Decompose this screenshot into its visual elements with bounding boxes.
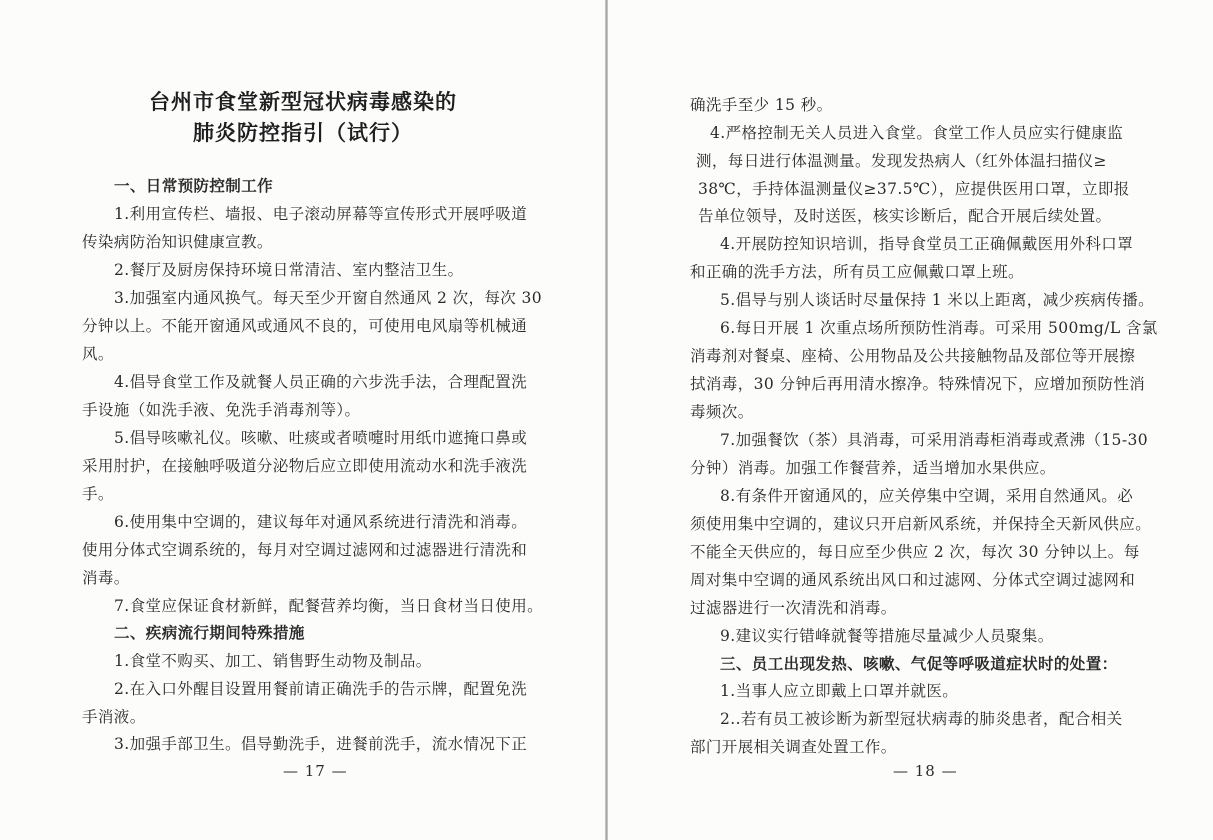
paragraph-line: 手消液。 bbox=[82, 708, 146, 726]
page-number-left: — 17 — bbox=[283, 762, 348, 780]
paragraph-line: 告单位领导，及时送医，核实诊断后，配合开展后续处置。 bbox=[698, 207, 1112, 225]
paragraph-line: 毒频次。 bbox=[690, 403, 754, 421]
paragraph-line: 分钟）消毒。加强工作餐营养，适当增加水果供应。 bbox=[690, 459, 1056, 477]
paragraph-line: 手设施（如洗手液、免洗手消毒剂等）。 bbox=[82, 401, 361, 419]
paragraph-line: 采用肘护，在接触呼吸道分泌物后应立即使用流动水和洗手液洗 bbox=[82, 457, 528, 475]
paragraph-line: 使用分体式空调系统的，每月对空调过滤网和过滤器进行清洗和 bbox=[82, 541, 528, 559]
paragraph-line: 7.加强餐饮（茶）具消毒，可采用消毒柜消毒或煮沸（15-30 bbox=[720, 431, 1148, 449]
document-title-line2: 肺炎防控指引（试行） bbox=[193, 120, 413, 145]
left-page bbox=[0, 0, 606, 840]
paragraph-line: 8.有条件开窗通风的，应关停集中空调，采用自然通风。必 bbox=[720, 487, 1134, 505]
paragraph-line: 4.开展防控知识培训，指导食堂员工正确佩戴医用外科口罩 bbox=[720, 235, 1134, 253]
paragraph-line: 1.当事人应立即戴上口罩并就医。 bbox=[720, 682, 959, 700]
paragraph-line: 3.加强室内通风换气。每天至少开窗自然通风 2 次，每次 30 bbox=[114, 289, 543, 307]
paragraph-line: 和正确的洗手方法，所有员工应佩戴口罩上班。 bbox=[690, 263, 1024, 281]
paragraph-line: 9.建议实行错峰就餐等措施尽量减少人员聚集。 bbox=[720, 627, 1054, 645]
paragraph-line: 拭消毒，30 分钟后再用清水擦净。特殊情况下，应增加预防性消 bbox=[690, 375, 1146, 393]
paragraph-line: 6.每日开展 1 次重点场所预防性消毒。可采用 500mg/L 含氯 bbox=[720, 319, 1158, 337]
paragraph-line: 38℃，手持体温测量仪≥37.5℃），应提供医用口罩，立即报 bbox=[698, 180, 1130, 198]
paragraph-line: 传染病防治知识健康宣教。 bbox=[82, 233, 273, 251]
document-title-line1: 台州市食堂新型冠状病毒感染的 bbox=[149, 89, 457, 114]
paragraph-line: 2.在入口外醒目设置用餐前请正确洗手的告示牌，配置免洗 bbox=[114, 680, 528, 698]
paragraph-line: 6.使用集中空调的，建议每年对通风系统进行清洗和消毒。 bbox=[114, 513, 528, 531]
paragraph-line: 2..若有员工被诊断为新型冠状病毒的肺炎患者，配合相关 bbox=[720, 710, 1123, 728]
right-page bbox=[608, 0, 1213, 840]
paragraph-line: 7.食堂应保证食材新鲜，配餐营养均衡，当日食材当日使用。 bbox=[114, 597, 543, 615]
section-heading-3: 三、员工出现发热、咳嗽、气促等呼吸道症状时的处置： bbox=[720, 655, 1118, 673]
paragraph-line: 1.利用宣传栏、墙报、电子滚动屏幕等宣传形式开展呼吸道 bbox=[114, 205, 528, 223]
section-heading-2: 二、疾病流行期间特殊措施 bbox=[114, 624, 305, 642]
paragraph-line: 周对集中空调的通风系统出风口和过滤网、分体式空调过滤网和 bbox=[690, 571, 1136, 589]
section-heading-1: 一、日常预防控制工作 bbox=[114, 177, 274, 195]
paragraph-line: 3.加强手部卫生。倡导勤洗手，进餐前洗手，流水情况下正 bbox=[114, 735, 528, 753]
paragraph-line: 风。 bbox=[82, 345, 114, 363]
paragraph-line: 5.倡导与别人谈话时尽量保持 1 米以上距离，减少疾病传播。 bbox=[720, 291, 1155, 309]
paragraph-line: 1.食堂不购买、加工、销售野生动物及制品。 bbox=[114, 652, 432, 670]
page-number-right: — 18 — bbox=[893, 762, 958, 780]
paragraph-line: 分钟以上。不能开窗通风或通风不良的，可使用电风扇等机械通 bbox=[82, 317, 528, 335]
paragraph-line: 须使用集中空调的，建议只开启新风系统，并保持全天新风供应。 bbox=[690, 515, 1152, 533]
paragraph-line: 手。 bbox=[82, 485, 114, 503]
paragraph-line: 消毒剂对餐桌、座椅、公用物品及公共接触物品及部位等开展擦 bbox=[690, 347, 1136, 365]
paragraph-line: 部门开展相关调查处置工作。 bbox=[690, 738, 897, 756]
paragraph-line: 过滤器进行一次清洗和消毒。 bbox=[690, 599, 897, 617]
paragraph-line: 4.严格控制无关人员进入食堂。食堂工作人员应实行健康监 bbox=[710, 124, 1124, 142]
paragraph-line: 消毒。 bbox=[82, 569, 130, 587]
paragraph-line: 2.餐厅及厨房保持环境日常清洁、室内整洁卫生。 bbox=[114, 261, 464, 279]
paragraph-line: 4.倡导食堂工作及就餐人员正确的六步洗手法，合理配置洗 bbox=[114, 373, 528, 391]
paragraph-line: 测，每日进行体温测量。发现发热病人（红外体温扫描仪≥ bbox=[696, 152, 1107, 170]
paragraph-line: 5.倡导咳嗽礼仪。咳嗽、吐痰或者喷嚏时用纸巾遮掩口鼻或 bbox=[114, 429, 528, 447]
paragraph-line: 不能全天供应的，每日应至少供应 2 次，每次 30 分钟以上。每 bbox=[690, 543, 1140, 561]
paragraph-line: 确洗手至少 15 秒。 bbox=[690, 96, 833, 114]
